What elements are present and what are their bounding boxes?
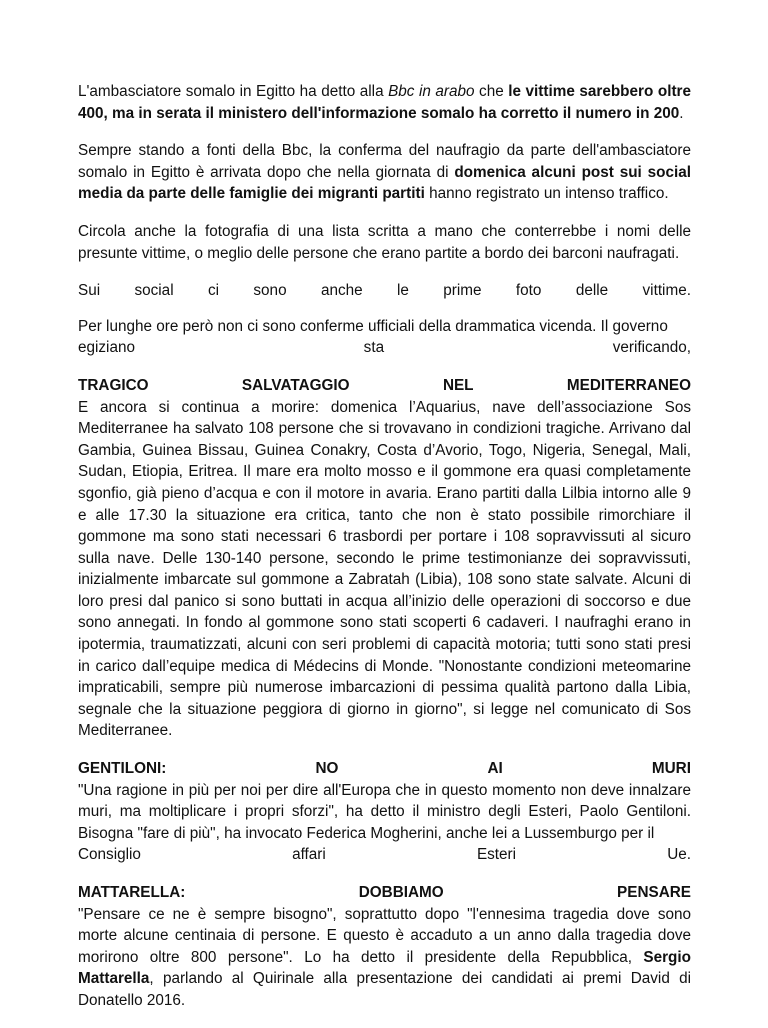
- word: prime: [443, 282, 482, 300]
- word: anche: [320, 282, 363, 300]
- bold-highlight: le vittime sarebbero oltre 400, ma in serata il ministero dell'informazione somalo ha corretto il numero in 200: [78, 83, 691, 122]
- word: sta: [363, 339, 385, 357]
- section-heading: [78, 882, 691, 904]
- word: Ue.: [667, 846, 691, 864]
- word: social: [134, 282, 174, 300]
- heading-word: SALVATAGGIO: [241, 376, 350, 394]
- heading-word: AI: [487, 760, 503, 778]
- section-heading: [78, 375, 691, 397]
- text-run: hanno registrato un intenso traffico.: [424, 185, 669, 203]
- text-line: Per lunghe ore però non ci sono conferme ufficiali della drammatica vicenda. Il governo: [78, 317, 668, 335]
- word: vittime.: [642, 282, 691, 300]
- bold-name: Sergio Mattarella: [78, 948, 691, 988]
- paragraph-social-photos: [78, 280, 691, 302]
- word: verificando,: [612, 339, 691, 357]
- text-run: .: [679, 104, 684, 122]
- text-line: [78, 337, 691, 359]
- heading-word: DOBBIAMO: [358, 884, 444, 901]
- word: Esteri: [476, 846, 517, 864]
- text-run: , parlando al Quirinale alla presentazione dei candidati ai premi David di Donatello 2016.: [78, 970, 691, 1009]
- paragraph-ambassador: [78, 81, 691, 124]
- section-body: "Una ragione in più per noi per dire all'Europa che in questo momento non deve innalzare muri, ma moltiplicare i propri sforzi", ha detto il ministro degli Esteri, Paolo Gentiloni. Bisogna "fare di più", ha invocato Federica Mogherini, anche lei a Lussemburgo per il: [78, 781, 691, 842]
- word: ci: [207, 282, 220, 300]
- word: Consiglio: [78, 846, 141, 864]
- text-line: [78, 844, 691, 866]
- italic-source: Bbc in arabo: [388, 83, 475, 100]
- word: foto: [515, 282, 542, 300]
- word: affari: [292, 846, 326, 864]
- heading-word: GENTILONI:: [78, 760, 167, 778]
- paragraph-confirmation: [78, 140, 691, 205]
- section-mattarella: [78, 882, 691, 1012]
- paragraph-list-photo: Circola anche la fotografia di una lista scritta a mano che conterrebbe i nomi delle presunte vittime, o meglio delle persone che erano partite a bordo dei barconi naufragati.: [78, 222, 691, 262]
- word: delle: [575, 282, 609, 300]
- heading-word: MATTARELLA:: [78, 884, 186, 901]
- heading-word: TRAGICO: [78, 376, 149, 394]
- heading-word: NO: [315, 760, 339, 778]
- word: egiziano: [78, 339, 135, 357]
- word: Sui: [78, 282, 101, 300]
- text-run: L'ambasciatore somalo in Egitto ha detto alla: [78, 83, 389, 100]
- heading-word: MEDITERRANEO: [566, 376, 691, 394]
- word: le: [397, 282, 409, 300]
- heading-word: NEL: [442, 376, 474, 394]
- text-run: che: [474, 83, 509, 100]
- section-heading: [78, 758, 691, 780]
- heading-word: MURI: [651, 760, 691, 778]
- section-rescue: [78, 375, 691, 742]
- word: sono: [253, 282, 287, 300]
- bold-highlight: domenica alcuni post sui social media da parte delle famiglie dei migranti partiti: [78, 163, 692, 203]
- article-body: [78, 81, 691, 1028]
- text-run: Sempre stando a fonti della Bbc, la conferma del naufragio da parte dell'ambasciatore somalo in Egitto è arrivata dopo che nella giornata di: [78, 142, 691, 181]
- section-body: E ancora si continua a morire: domenica l’Aquarius, nave dell’associazione Sos Mediterranee ha salvato 108 persone che si trovavano in condizioni tragiche. Arrivano dal Gambia, Guinea Bissau, Guinea Conakry, Costa d’Avorio, Togo, Nigeria, Senegal, Mali, Sudan, Etiopia, Eritrea. Il mare era molto mosso e il gommone era quasi completamente sgonfio, già pieno d’acqua e con il motore in avaria. Erano partiti dalla Lilbia intorno alle 9 e alle 17.30 la situazione era critica, tanto che non è stato possibile rimorchiare il gommone ma sono stati necessari 6 trasbordi per portare i 108 sopravvissuti al sicuro sulla nave. Delle 130-140 persone, secondo le prime testimonianze dei sopravvissuti, inizialmente imbarcate sul gommone a Zabratah (Libia), 108 sono state salvate. Alcuni di loro presi dal panico si sono buttati in acqua all’inizio delle operazioni di soccorso e due sono annegati. In fondo al gommone sono stati scoperti 6 cadaveri. I naufraghi erano in ipotermia, traumatizzati, alcuni con seri problemi di capacità motoria; tutti sono stati presi in carico dall’equipe medica di Médecins di Monde. "Nonostante condizioni meteomarine impraticabili, sempre più numerose imbarcazioni di pessima qualità partono dalla Libia, segnale che la situazione peggiora di giorno in giorno", si legge nel comunicato di Sos Mediterranee.: [78, 398, 691, 740]
- section-gentiloni: [78, 758, 691, 866]
- heading-word: PENSARE: [617, 884, 691, 901]
- text-run: "Pensare ce ne è sempre bisogno", soprattutto dopo "l'ennesima tragedia dove sono morte alcune centinaia di persone. E questo è accaduto a un anno dalla tragedia dove morirono oltre 800 persone". Lo ha detto il presidente della Repubblica,: [78, 905, 691, 966]
- paragraph-government: [78, 316, 691, 359]
